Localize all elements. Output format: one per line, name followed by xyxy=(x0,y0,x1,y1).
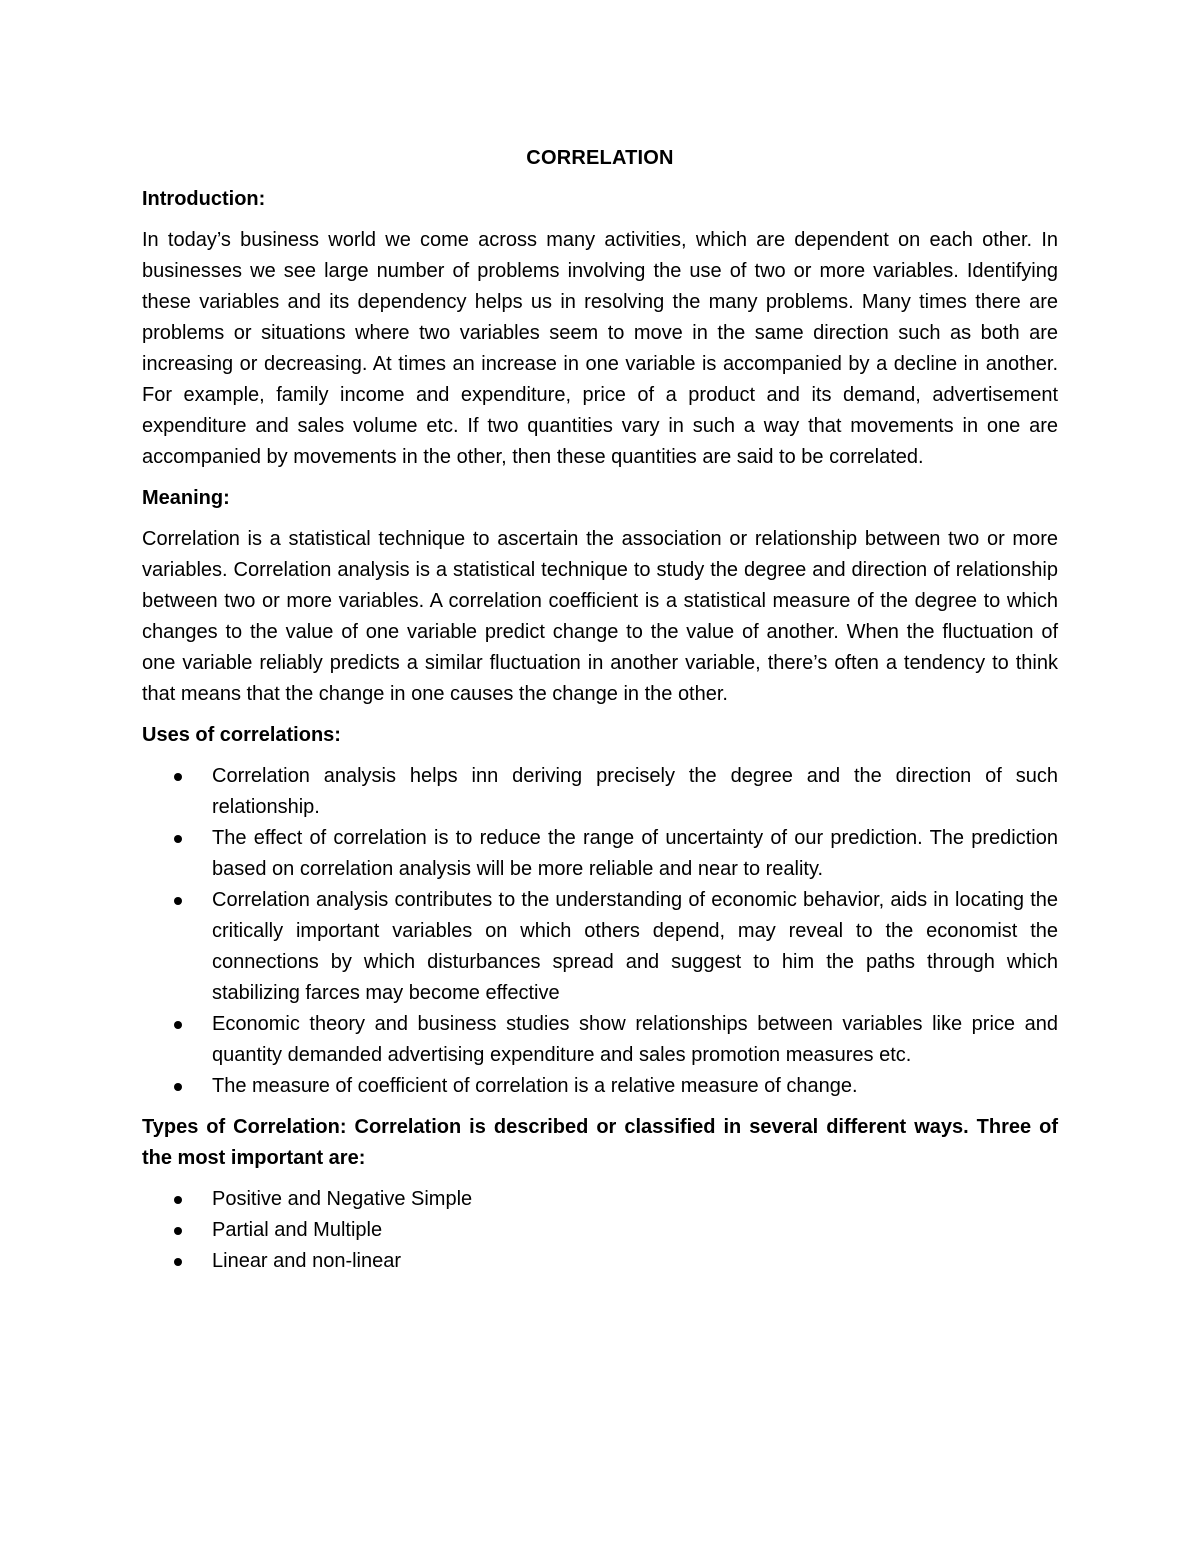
uses-heading: Uses of correlations: xyxy=(142,724,341,746)
list-item-text: Positive and Negative Simple xyxy=(212,1188,473,1210)
list-item xyxy=(142,1246,1058,1277)
introduction-paragraph: In today’s business world we come across many activities, which are dependent on each other. In businesses we see large number of problems involving the use of two or more variables. Identifying these variables and its dependency helps us in resolving the many problems. Many times there are problems or situations where two variables seem to move in the same direction such as both are increasing or decreasing. At times an increase in one variable is accompanied by a decline in another. For example, family income and expenditure, price of a product and its demand, advertisement expenditure and sales volume etc. If two quantities vary in such a way that movements in one are accompanied by movements in the other, then these quantities are said to be correlated. xyxy=(142,229,1058,468)
introduction-heading: Introduction: xyxy=(142,188,266,210)
document-page xyxy=(142,143,1058,1287)
bullet-icon xyxy=(174,1083,182,1091)
bullet-icon xyxy=(174,835,182,843)
list-item-text: The effect of correlation is to reduce the range of uncertainty of our prediction. The prediction based on correlation analysis will be more reliable and near to reality. xyxy=(212,827,1058,880)
types-list xyxy=(142,1184,1058,1277)
bullet-icon xyxy=(174,1021,182,1029)
document-title: CORRELATION xyxy=(526,147,674,169)
list-item xyxy=(142,1009,1058,1071)
uses-list xyxy=(142,761,1058,1102)
list-item xyxy=(142,1215,1058,1246)
bullet-icon xyxy=(174,1227,182,1235)
list-item xyxy=(142,823,1058,885)
list-item xyxy=(142,761,1058,823)
list-item-text: Correlation analysis helps inn deriving precisely the degree and the direction of such relationship. xyxy=(212,765,1058,818)
bullet-icon xyxy=(174,773,182,781)
bullet-icon xyxy=(174,1258,182,1266)
meaning-paragraph: Correlation is a statistical technique to ascertain the association or relationship between two or more variables. Correlation analysis is a statistical technique to study the degree and direction of relationship between two or more variables. A correlation coefficient is a statistical measure of the degree to which changes to the value of one variable predict change to the value of another. When the fluctuation of one variable reliably predicts a similar fluctuation in another variable, there’s often a tendency to think that means that the change in one causes the change in the other. xyxy=(142,528,1058,705)
bullet-icon xyxy=(174,1196,182,1204)
list-item xyxy=(142,1071,1058,1102)
list-item-text: Economic theory and business studies show relationships between variables like price and quantity demanded advertising expenditure and sales promotion measures etc. xyxy=(212,1013,1058,1066)
meaning-heading: Meaning: xyxy=(142,487,230,509)
list-item xyxy=(142,1184,1058,1215)
list-item-text: Correlation analysis contributes to the understanding of economic behavior, aids in locating the critically important variables on which others depend, may reveal to the economist the connections by which disturbances spread and suggest to him the paths through which stabilizing farces may become effective xyxy=(212,889,1058,1004)
list-item xyxy=(142,885,1058,1009)
list-item-text: Partial and Multiple xyxy=(212,1219,383,1241)
bullet-icon xyxy=(174,897,182,905)
types-of-correlation-paragraph: Types of Correlation: Correlation is described or classified in several different ways. Three of the most important are: xyxy=(142,1116,1058,1169)
list-item-text: Linear and non-linear xyxy=(212,1250,402,1272)
list-item-text: The measure of coefficient of correlation is a relative measure of change. xyxy=(212,1075,858,1097)
